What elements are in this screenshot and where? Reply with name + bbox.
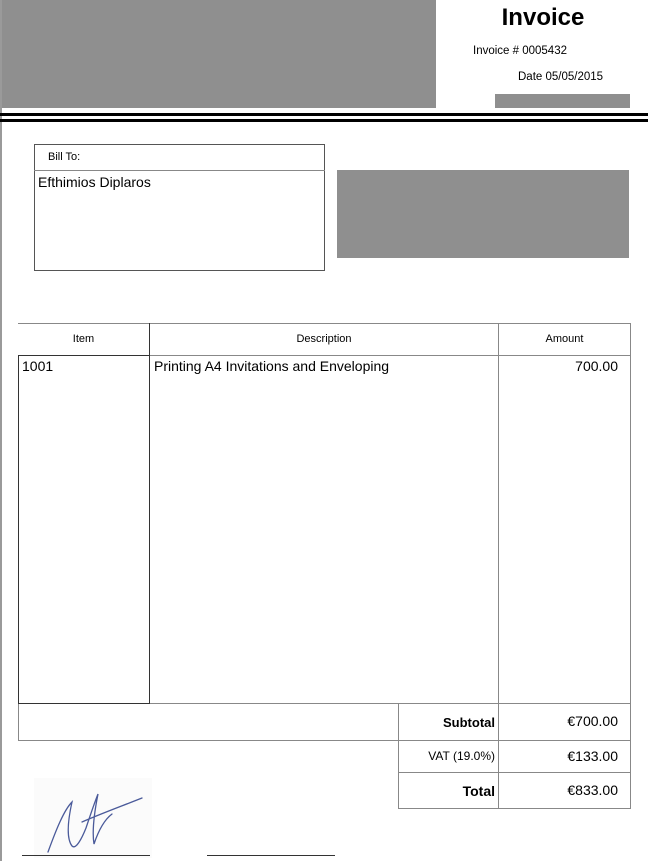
total-row-bottom <box>398 808 631 809</box>
row-amount: 700.00 <box>575 358 618 374</box>
signature-line-right <box>207 855 335 856</box>
signature-line-left <box>22 855 150 856</box>
table-body-bottom <box>150 703 631 704</box>
invoice-date: Date 05/05/2015 <box>518 71 604 83</box>
subtotal-value: €700.00 <box>567 713 618 729</box>
item-column-left <box>18 355 19 704</box>
subtotal-row-bottom <box>18 740 631 741</box>
header-rule-bottom <box>0 119 648 122</box>
invoice-title: Invoice <box>501 4 585 31</box>
header-rule-top <box>0 113 648 116</box>
signature-icon <box>38 780 150 858</box>
bill-to-divider <box>34 170 325 171</box>
totals-label-left-border <box>398 703 399 809</box>
table-left-edge <box>18 703 19 741</box>
total-value: €833.00 <box>567 782 618 798</box>
description-column-right <box>498 323 499 809</box>
redacted-header-field <box>495 94 630 108</box>
table-right-border <box>630 323 631 809</box>
row-description: Printing A4 Invitations and Enveloping <box>154 358 390 374</box>
vat-value: €133.00 <box>567 748 618 764</box>
subtotal-label: Subtotal <box>443 715 495 730</box>
vat-label: VAT (19.0%) <box>428 749 495 763</box>
column-header-amount: Amount <box>545 333 584 345</box>
vat-row-bottom <box>398 772 631 773</box>
table-header-bottom <box>150 355 631 356</box>
redacted-logo-block <box>2 0 436 108</box>
page-left-border <box>0 0 2 861</box>
total-label: Total <box>462 783 495 799</box>
redacted-address-block <box>337 170 629 258</box>
item-column-top <box>18 355 150 356</box>
bill-to-name: Efthimios Diplaros <box>38 174 151 190</box>
item-column-bottom <box>18 703 150 704</box>
bill-to-label: Bill To: <box>48 151 81 163</box>
bill-to-box <box>34 144 325 271</box>
invoice-number: Invoice # 0005432 <box>473 45 567 57</box>
item-column-right <box>149 323 150 704</box>
column-header-item: Item <box>72 333 95 345</box>
table-top-border <box>18 323 631 324</box>
row-item-number: 1001 <box>22 358 54 374</box>
column-header-description: Description <box>296 333 352 345</box>
